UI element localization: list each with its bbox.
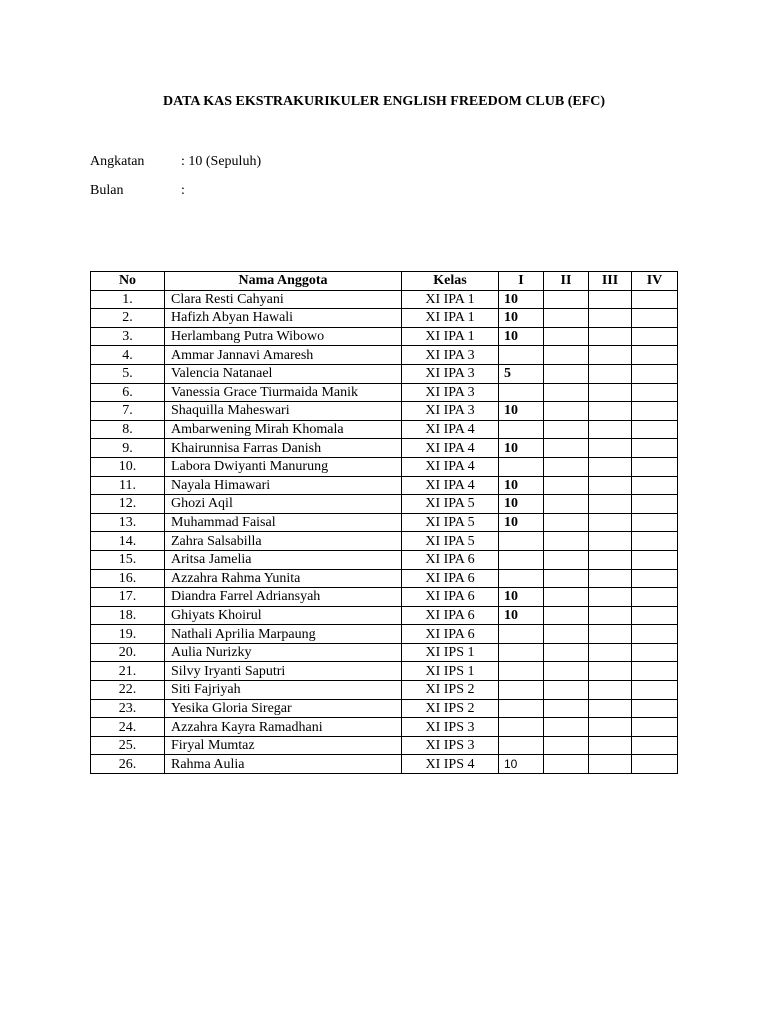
cell-kelas: XI IPA 6 <box>402 550 499 569</box>
cell-week-ii <box>544 643 589 662</box>
cell-week-iii <box>589 606 632 625</box>
cell-no: 15. <box>91 550 165 569</box>
table-row <box>91 588 678 607</box>
table-row <box>91 309 678 328</box>
cell-week-iii <box>589 290 632 309</box>
cell-nama: Shaquilla Maheswari <box>165 402 402 421</box>
table-body <box>91 290 678 773</box>
cell-week-iv <box>632 346 678 365</box>
cell-week-iii <box>589 476 632 495</box>
cell-week-iii <box>589 550 632 569</box>
table-row <box>91 606 678 625</box>
cell-nama: Siti Fajriyah <box>165 681 402 700</box>
cell-week-ii <box>544 699 589 718</box>
cell-kelas: XI IPA 3 <box>402 364 499 383</box>
cell-kelas: XI IPA 1 <box>402 290 499 309</box>
cell-week-iii <box>589 327 632 346</box>
bulan-value: : <box>181 183 185 198</box>
cell-week-i <box>499 457 544 476</box>
cell-kelas: XI IPA 3 <box>402 346 499 365</box>
cell-no: 4. <box>91 346 165 365</box>
table-row <box>91 550 678 569</box>
cell-nama: Azzahra Rahma Yunita <box>165 569 402 588</box>
table-row <box>91 662 678 681</box>
cell-nama: Silvy Iryanti Saputri <box>165 662 402 681</box>
table-row <box>91 327 678 346</box>
cell-no: 11. <box>91 476 165 495</box>
cell-week-ii <box>544 681 589 700</box>
header-week-iv: IV <box>632 272 678 291</box>
cell-nama: Ghozi Aqil <box>165 495 402 514</box>
cell-week-i: 10 <box>499 588 544 607</box>
cell-week-ii <box>544 736 589 755</box>
cell-week-i <box>499 550 544 569</box>
cell-kelas: XI IPA 3 <box>402 402 499 421</box>
table-row <box>91 513 678 532</box>
cell-week-ii <box>544 532 589 551</box>
cell-no: 20. <box>91 643 165 662</box>
cell-week-iii <box>589 383 632 402</box>
cell-no: 5. <box>91 364 165 383</box>
cell-week-ii <box>544 718 589 737</box>
cell-nama: Diandra Farrel Adriansyah <box>165 588 402 607</box>
cell-week-ii <box>544 755 589 774</box>
cell-no: 12. <box>91 495 165 514</box>
cell-no: 17. <box>91 588 165 607</box>
cell-week-i <box>499 736 544 755</box>
table-row <box>91 569 678 588</box>
cell-week-iv <box>632 402 678 421</box>
cell-week-iv <box>632 420 678 439</box>
cell-no: 14. <box>91 532 165 551</box>
cell-no: 6. <box>91 383 165 402</box>
cell-week-iv <box>632 495 678 514</box>
document-title: DATA KAS EKSTRAKURIKULER ENGLISH FREEDOM CLUB (EFC) <box>162 94 606 109</box>
cell-nama: Nayala Himawari <box>165 476 402 495</box>
table-row <box>91 290 678 309</box>
cell-kelas: XI IPA 6 <box>402 606 499 625</box>
cell-no: 13. <box>91 513 165 532</box>
cell-no: 3. <box>91 327 165 346</box>
cell-nama: Clara Resti Cahyani <box>165 290 402 309</box>
cell-week-iv <box>632 550 678 569</box>
cell-week-iv <box>632 327 678 346</box>
cell-week-ii <box>544 327 589 346</box>
cell-week-i: 10 <box>499 513 544 532</box>
cell-kelas: XI IPS 4 <box>402 755 499 774</box>
cell-no: 26. <box>91 755 165 774</box>
cell-week-i: 10 <box>499 439 544 458</box>
header-week-ii: II <box>544 272 589 291</box>
cell-week-i <box>499 625 544 644</box>
cell-no: 24. <box>91 718 165 737</box>
cell-week-i: 5 <box>499 364 544 383</box>
cell-week-iv <box>632 439 678 458</box>
cell-week-iii <box>589 699 632 718</box>
cell-week-i <box>499 383 544 402</box>
cell-week-ii <box>544 476 589 495</box>
cell-no: 18. <box>91 606 165 625</box>
cell-no: 9. <box>91 439 165 458</box>
table-row <box>91 476 678 495</box>
table-row <box>91 439 678 458</box>
cell-week-ii <box>544 513 589 532</box>
table-row <box>91 364 678 383</box>
cell-no: 21. <box>91 662 165 681</box>
header-week-i: I <box>499 272 544 291</box>
cell-week-iv <box>632 606 678 625</box>
bulan-label: Bulan <box>90 183 124 198</box>
cell-week-iv <box>632 569 678 588</box>
cell-nama: Zahra Salsabilla <box>165 532 402 551</box>
kas-table <box>90 271 678 774</box>
cell-week-iii <box>589 402 632 421</box>
cell-week-iv <box>632 699 678 718</box>
cell-week-i <box>499 532 544 551</box>
cell-kelas: XI IPA 6 <box>402 569 499 588</box>
cell-kelas: XI IPA 6 <box>402 625 499 644</box>
cell-kelas: XI IPS 3 <box>402 736 499 755</box>
cell-kelas: XI IPA 1 <box>402 327 499 346</box>
cell-week-ii <box>544 439 589 458</box>
cell-week-ii <box>544 457 589 476</box>
table-row <box>91 718 678 737</box>
angkatan-value: : 10 (Sepuluh) <box>181 154 262 169</box>
cell-week-iii <box>589 364 632 383</box>
cell-no: 2. <box>91 309 165 328</box>
cell-kelas: XI IPS 2 <box>402 699 499 718</box>
cell-week-iv <box>632 309 678 328</box>
cell-week-iii <box>589 439 632 458</box>
cell-no: 23. <box>91 699 165 718</box>
cell-no: 25. <box>91 736 165 755</box>
cell-week-i: 10 <box>499 495 544 514</box>
cell-kelas: XI IPA 1 <box>402 309 499 328</box>
cell-kelas: XI IPA 5 <box>402 495 499 514</box>
cell-week-i: 10 <box>499 309 544 328</box>
cell-nama: Labora Dwiyanti Manurung <box>165 457 402 476</box>
cell-week-iii <box>589 718 632 737</box>
cell-kelas: XI IPS 2 <box>402 681 499 700</box>
cell-week-iii <box>589 569 632 588</box>
table-row <box>91 755 678 774</box>
table-row <box>91 681 678 700</box>
table-row <box>91 736 678 755</box>
cell-week-iii <box>589 736 632 755</box>
table-row <box>91 495 678 514</box>
cell-week-iv <box>632 513 678 532</box>
cell-week-iii <box>589 755 632 774</box>
cell-nama: Vanessia Grace Tiurmaida Manik <box>165 383 402 402</box>
cell-week-iv <box>632 364 678 383</box>
cell-week-i <box>499 681 544 700</box>
cell-week-iv <box>632 476 678 495</box>
cell-week-i <box>499 569 544 588</box>
cell-kelas: XI IPA 4 <box>402 457 499 476</box>
cell-no: 22. <box>91 681 165 700</box>
cell-week-ii <box>544 309 589 328</box>
table-row <box>91 699 678 718</box>
cell-kelas: XI IPA 6 <box>402 588 499 607</box>
cell-kelas: XI IPS 1 <box>402 662 499 681</box>
cell-week-i: 10 <box>499 476 544 495</box>
cell-nama: Ambarwening Mirah Khomala <box>165 420 402 439</box>
cell-no: 19. <box>91 625 165 644</box>
table-row <box>91 420 678 439</box>
header-nama-anggota: Nama Anggota <box>165 272 402 291</box>
cell-nama: Valencia Natanael <box>165 364 402 383</box>
cell-kelas: XI IPS 1 <box>402 643 499 662</box>
cell-week-iii <box>589 513 632 532</box>
cell-kelas: XI IPS 3 <box>402 718 499 737</box>
cell-no: 7. <box>91 402 165 421</box>
cell-week-ii <box>544 625 589 644</box>
cell-week-iii <box>589 309 632 328</box>
cell-week-i <box>499 420 544 439</box>
cell-week-i: 10 <box>499 290 544 309</box>
cell-week-iii <box>589 346 632 365</box>
cell-week-ii <box>544 402 589 421</box>
cell-nama: Herlambang Putra Wibowo <box>165 327 402 346</box>
cell-week-ii <box>544 606 589 625</box>
cell-week-iii <box>589 457 632 476</box>
cell-no: 8. <box>91 420 165 439</box>
cell-nama: Azzahra Kayra Ramadhani <box>165 718 402 737</box>
cell-week-iii <box>589 588 632 607</box>
cell-week-ii <box>544 420 589 439</box>
table-row <box>91 625 678 644</box>
table-header-row <box>91 272 678 291</box>
angkatan-label: Angkatan <box>90 154 145 169</box>
cell-week-ii <box>544 290 589 309</box>
cell-week-iv <box>632 662 678 681</box>
cell-nama: Khairunnisa Farras Danish <box>165 439 402 458</box>
cell-week-i <box>499 699 544 718</box>
cell-nama: Firyal Mumtaz <box>165 736 402 755</box>
cell-kelas: XI IPA 4 <box>402 439 499 458</box>
cell-no: 16. <box>91 569 165 588</box>
cell-week-i: 10 <box>499 402 544 421</box>
cell-week-i <box>499 346 544 365</box>
cell-week-i <box>499 718 544 737</box>
cell-week-i: 10 <box>499 755 544 774</box>
cell-nama: Ghiyats Khoirul <box>165 606 402 625</box>
header-kelas: Kelas <box>402 272 499 291</box>
cell-week-iv <box>632 718 678 737</box>
cell-week-ii <box>544 588 589 607</box>
cell-week-iii <box>589 662 632 681</box>
header-week-iii: III <box>589 272 632 291</box>
cell-kelas: XI IPA 4 <box>402 420 499 439</box>
cell-week-ii <box>544 662 589 681</box>
cell-week-iv <box>632 755 678 774</box>
cell-week-ii <box>544 364 589 383</box>
cell-week-i: 10 <box>499 327 544 346</box>
cell-week-iv <box>632 588 678 607</box>
cell-week-iv <box>632 681 678 700</box>
cell-week-ii <box>544 550 589 569</box>
table-row <box>91 346 678 365</box>
cell-week-iv <box>632 383 678 402</box>
cell-week-iv <box>632 625 678 644</box>
cell-nama: Rahma Aulia <box>165 755 402 774</box>
cell-week-i: 10 <box>499 606 544 625</box>
table-row <box>91 532 678 551</box>
cell-week-iii <box>589 643 632 662</box>
cell-kelas: XI IPA 4 <box>402 476 499 495</box>
cell-nama: Nathali Aprilia Marpaung <box>165 625 402 644</box>
cell-week-iii <box>589 420 632 439</box>
cell-week-iii <box>589 495 632 514</box>
cell-week-i <box>499 643 544 662</box>
cell-week-iii <box>589 625 632 644</box>
cell-kelas: XI IPA 5 <box>402 513 499 532</box>
cell-week-iv <box>632 290 678 309</box>
cell-week-ii <box>544 569 589 588</box>
cell-week-iii <box>589 681 632 700</box>
cell-nama: Muhammad Faisal <box>165 513 402 532</box>
cell-week-ii <box>544 383 589 402</box>
cell-week-iv <box>632 532 678 551</box>
cell-week-i <box>499 662 544 681</box>
cell-week-iv <box>632 643 678 662</box>
cell-nama: Yesika Gloria Siregar <box>165 699 402 718</box>
cell-nama: Aulia Nurizky <box>165 643 402 662</box>
cell-nama: Ammar Jannavi Amaresh <box>165 346 402 365</box>
cell-no: 1. <box>91 290 165 309</box>
table-row <box>91 402 678 421</box>
cell-week-iv <box>632 457 678 476</box>
cell-nama: Hafizh Abyan Hawali <box>165 309 402 328</box>
header-no: No <box>91 272 165 291</box>
cell-kelas: XI IPA 3 <box>402 383 499 402</box>
cell-no: 10. <box>91 457 165 476</box>
cell-week-iv <box>632 736 678 755</box>
cell-nama: Aritsa Jamelia <box>165 550 402 569</box>
cell-week-iii <box>589 532 632 551</box>
table-row <box>91 457 678 476</box>
cell-kelas: XI IPA 5 <box>402 532 499 551</box>
table-row <box>91 383 678 402</box>
table-row <box>91 643 678 662</box>
cell-week-ii <box>544 495 589 514</box>
cell-week-ii <box>544 346 589 365</box>
